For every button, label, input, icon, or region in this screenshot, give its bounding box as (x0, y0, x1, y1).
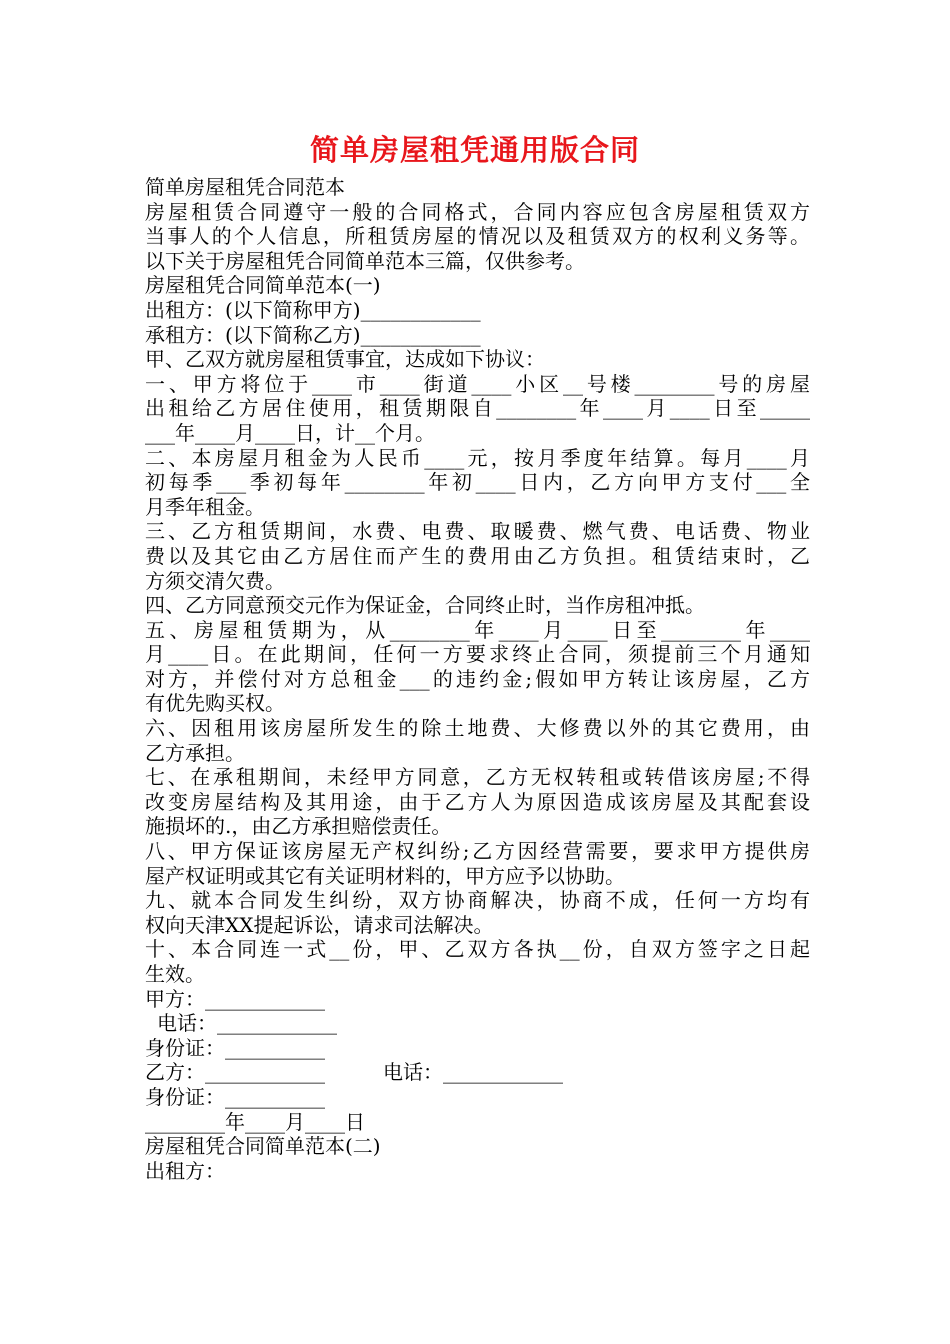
text-line: 对方，并偿付对方总租金___的违约金;假如甲方转让该房屋，乙方 (145, 666, 810, 691)
text-line: 房屋租凭合同简单范本(一) (145, 273, 381, 298)
text-line: 三、乙方租赁期间，水费、电费、取暖费、燃气费、电话费、物业 (145, 519, 810, 544)
text-line: 生效。 (145, 962, 205, 986)
text-line: 一、甲方将位于____市____街道____小区__号楼________号的房屋 (145, 371, 810, 396)
party-b-phone: 电话：____________ (383, 1060, 563, 1085)
text-line: 甲、乙双方就房屋租赁事宜，达成如下协议： (145, 347, 545, 372)
party-b-signature: 乙方：____________ (145, 1060, 325, 1085)
text-line: 四、乙方同意预交元作为保证金，合同终止时，当作房租冲抵。 (145, 593, 705, 618)
text-line: 乙方承担。 (145, 740, 245, 765)
text-line: 屋产权证明或其它有关证明材料的，甲方应予以协助。 (145, 863, 625, 888)
text-line: 五、房屋租赁期为，从________年____月____日至________年____ (145, 617, 810, 642)
sign-date: ________年____月____日 (145, 1109, 365, 1134)
party-a-phone: 电话：____________ (157, 1011, 337, 1036)
text-line: 施损坏的.，由乙方承担赔偿责任。 (145, 814, 452, 839)
text-line: 九、就本合同发生纠纷，双方协商解决，协商不成，任何一方均有 (145, 888, 810, 913)
text-line: 费以及其它由乙方居住而产生的费用由乙方负担。租赁结束时，乙 (145, 543, 810, 568)
text-line: 改变房屋结构及其用途，由于乙方人为原因造成该房屋及其配套设 (145, 789, 810, 814)
text-line: 八、甲方保证该房屋无产权纠纷;乙方因经营需要，要求甲方提供房 (145, 839, 810, 864)
text-line: 出租给乙方居住使用，租赁期限自________年____月____日至_____ (145, 396, 810, 421)
text-line: 出租方： (145, 1158, 225, 1183)
text-line: 权向天津XX提起诉讼，请求司法解决。 (145, 912, 494, 937)
text-line: ___年____月____日，计__个月。 (145, 420, 435, 445)
text-line: 承租方：(以下简称乙方)____________ (145, 322, 481, 347)
text-line: 初每季___季初每年________年初____日内，乙方向甲方支付___全 (145, 470, 810, 495)
party-b-id: 身份证：__________ (145, 1084, 325, 1109)
text-line: 十、本合同连一式__份，甲、乙双方各执__份，自双方签字之日起 (145, 937, 810, 962)
text-line: 出租方：(以下简称甲方)____________ (145, 297, 481, 322)
text-line: 有优先购买权。 (145, 691, 285, 716)
text-line: 六、因租用该房屋所发生的除土地费、大修费以外的其它费用，由 (145, 716, 810, 741)
text-line: 方须交清欠费。 (145, 568, 285, 593)
text-line: 简单房屋租凭合同范本 (145, 175, 345, 199)
document-body (145, 175, 810, 1183)
text-line: 月____日。在此期间，任何一方要求终止合同，须提前三个月通知 (145, 642, 810, 667)
text-line: 七、在承租期间，未经甲方同意，乙方无权转租或转借该房屋;不得 (145, 765, 810, 790)
party-a-signature: 甲方：____________ (145, 986, 325, 1011)
party-a-id: 身份证：__________ (145, 1035, 325, 1060)
document-title: 简单房屋租凭通用版合同 (309, 133, 640, 167)
text-line: 房屋租赁合同遵守一般的合同格式，合同内容应包含房屋租赁双方 (145, 199, 810, 224)
text-line: 月季年租金。 (145, 494, 265, 519)
text-line: 二、本房屋月租金为人民币____元，按月季度年结算。每月____月 (145, 445, 810, 470)
text-line: 当事人的个人信息，所租赁房屋的情况以及租赁双方的权利义务等。 (145, 224, 810, 249)
party-b-row (145, 1060, 810, 1085)
section-heading: 房屋租凭合同简单范本(二) (145, 1134, 381, 1159)
text-line: 以下关于房屋租凭合同简单范本三篇，仅供参考。 (145, 248, 585, 273)
